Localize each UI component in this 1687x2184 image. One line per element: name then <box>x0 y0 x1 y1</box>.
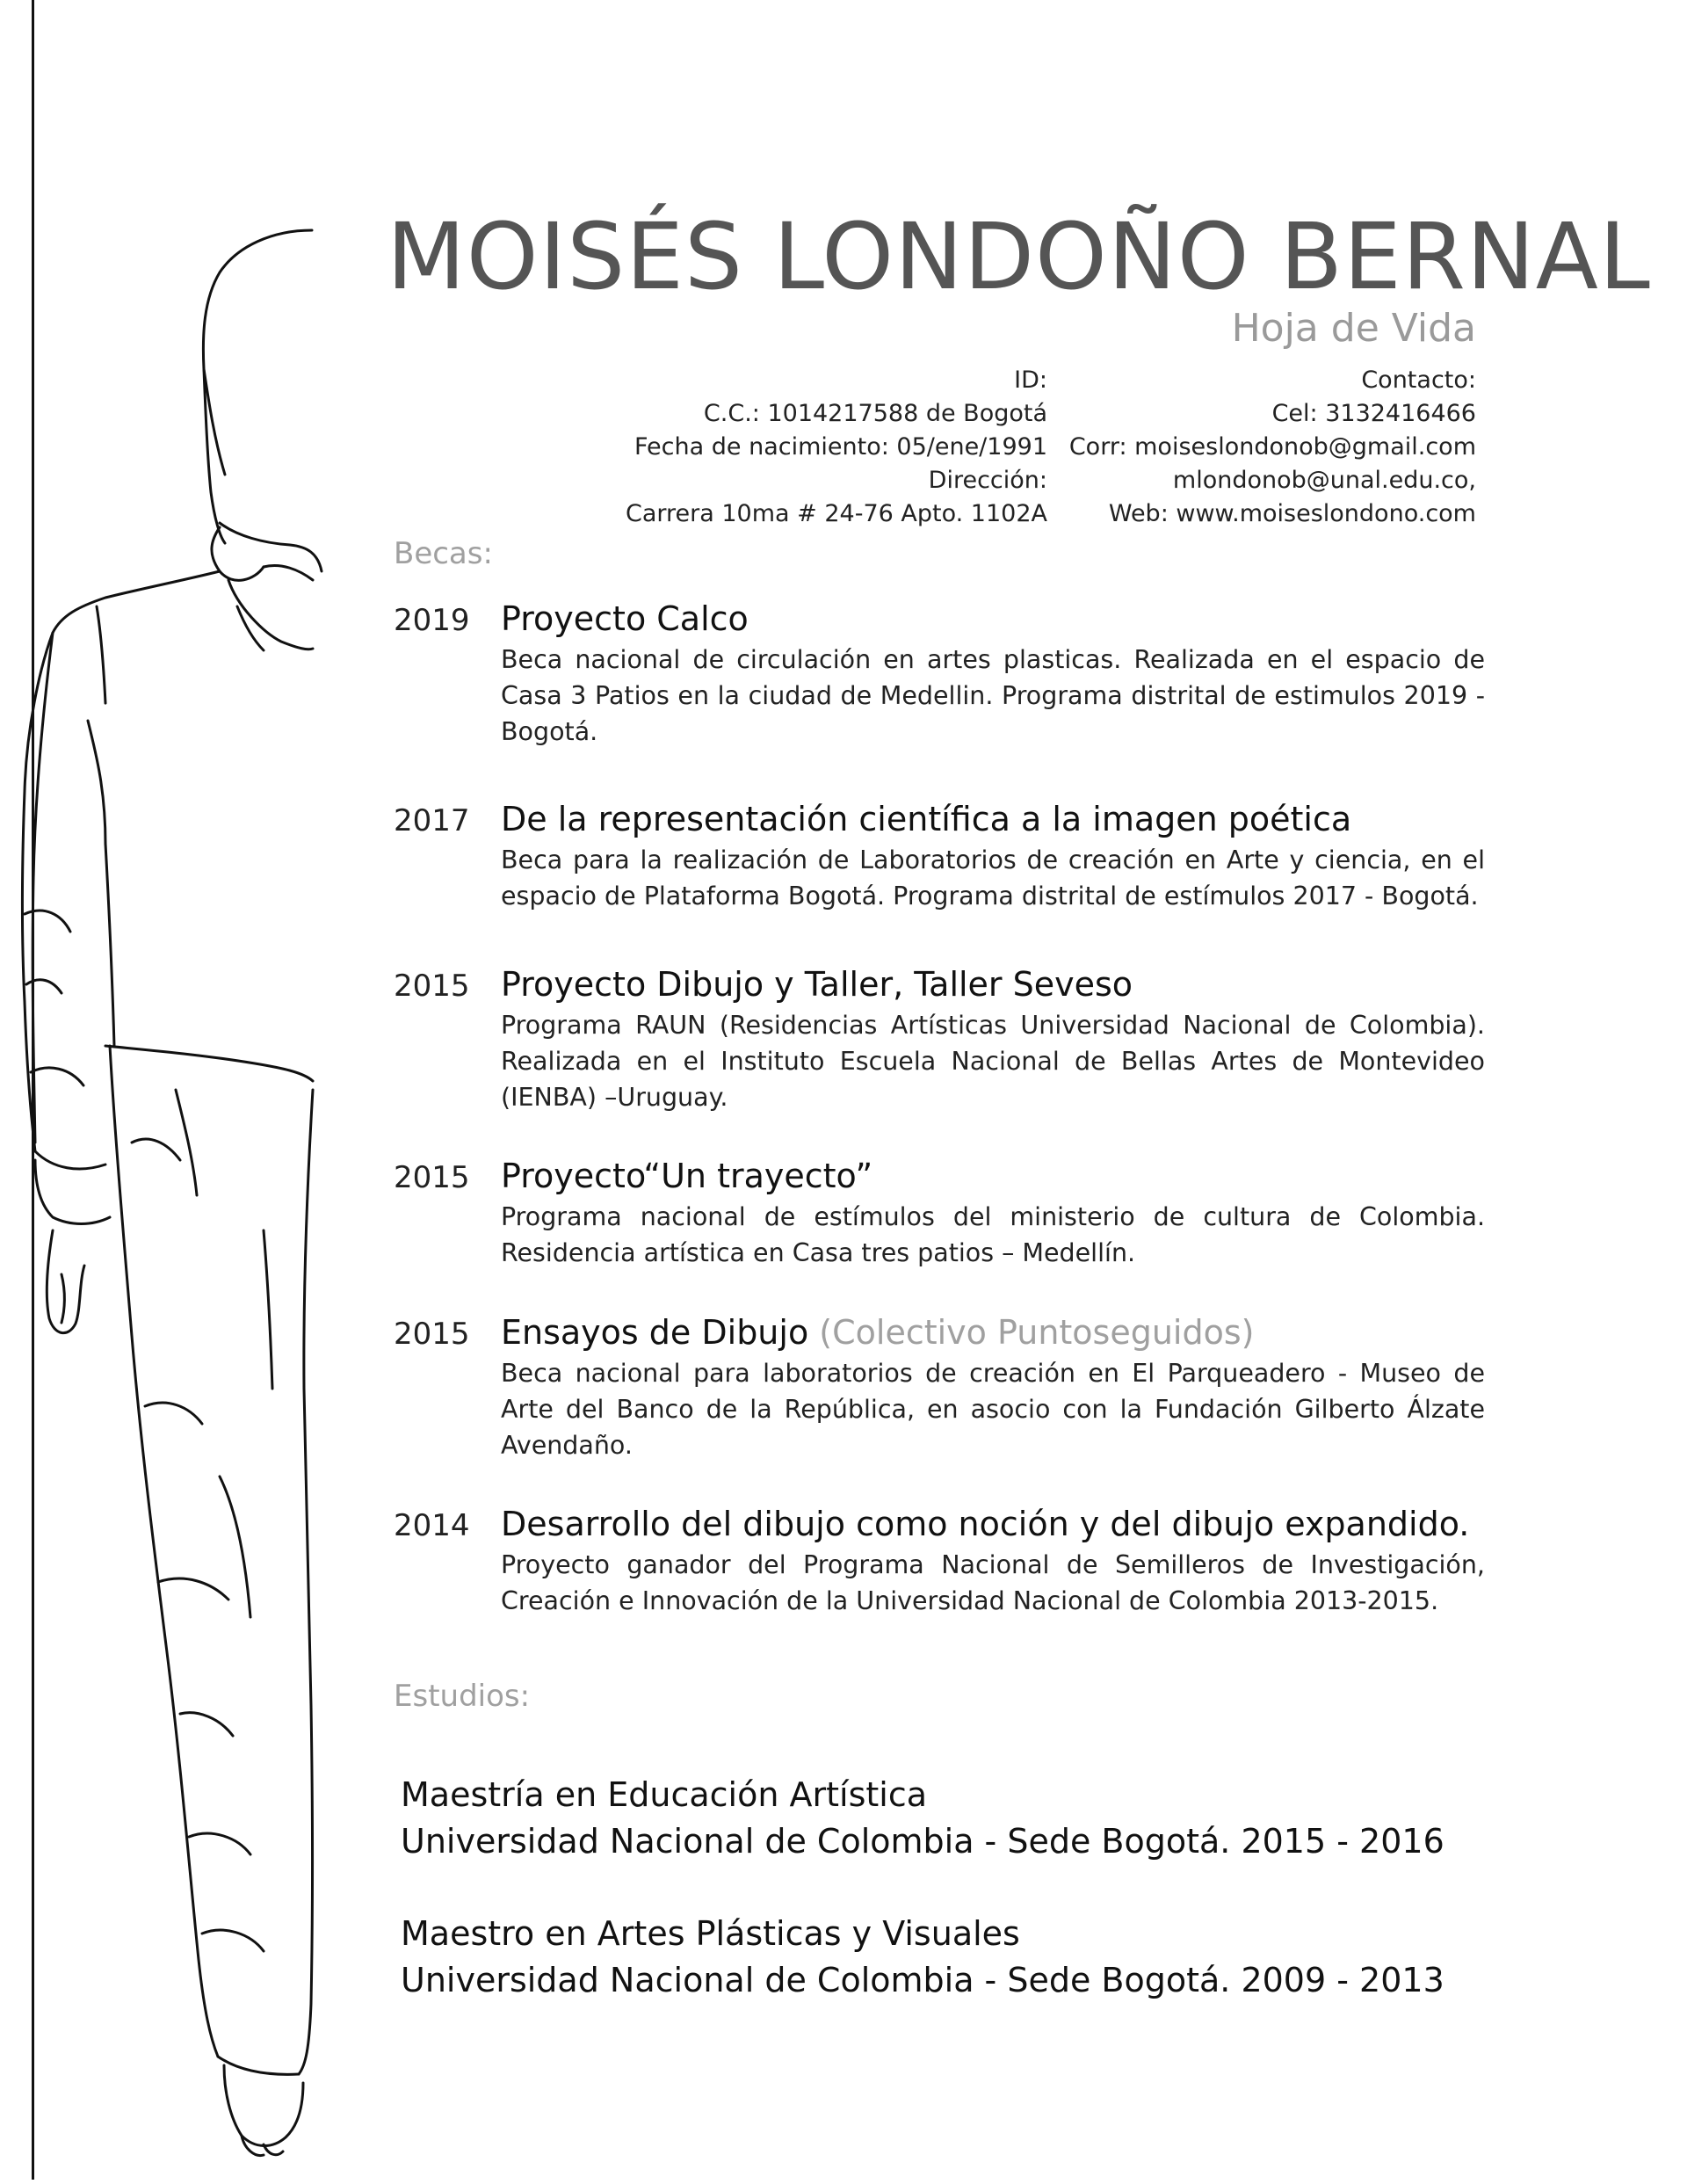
page-subtitle: Hoja de Vida <box>1231 306 1476 351</box>
beca-title: Proyecto“Un trayecto” <box>501 1157 873 1195</box>
study-institution: Universidad Nacional de Colombia - Sede Bogotá. 2009 - 2013 <box>401 1961 1444 1999</box>
beca-year: 2015 <box>394 1317 470 1352</box>
beca-year: 2014 <box>394 1508 470 1543</box>
contact-heading: Contacto: <box>1361 366 1476 394</box>
beca-year: 2015 <box>394 969 470 1004</box>
study-degree: Maestro en Artes Plásticas y Visuales <box>401 1914 1020 1953</box>
section-label-estudios: Estudios: <box>394 1679 531 1714</box>
id-heading: ID: <box>1014 366 1047 394</box>
section-label-becas: Becas: <box>394 536 493 571</box>
beca-description: Beca para la realización de Laboratorios de creación en Arte y ciencia, en el espacio de Plataforma Bogotá. Programa distrital de estímulos 2017 - Bogotá. <box>501 845 1485 911</box>
id-address-label: Dirección: <box>928 467 1047 494</box>
beca-description: Beca nacional para laboratorios de creación en El Parqueadero - Museo de Arte del Banco de la República, en asocio con la Fundación Gilberto Álzate Avendaño. <box>501 1359 1485 1460</box>
page-title: MOISÉS LONDOÑO BERNAL <box>387 203 1651 310</box>
study-degree: Maestría en Educación Artística <box>401 1775 928 1814</box>
id-block <box>520 364 1047 531</box>
beca-description: Programa RAUN (Residencias Artísticas Universidad Nacional de Colombia). Realizada en el Instituto Escuela Nacional de Bellas Artes de Montevideo (IENBA) –Uruguay. <box>501 1011 1485 1112</box>
beca-description: Programa nacional de estímulos del ministerio de cultura de Colombia. Residencia artística en Casa tres patios – Medellín. <box>501 1202 1485 1267</box>
beca-year: 2017 <box>394 803 470 838</box>
beca-title: Proyecto Dibujo y Taller, Taller Seveso <box>501 965 1133 1004</box>
study-item <box>401 1911 1543 2004</box>
id-address: Carrera 10ma # 24-76 Apto. 1102A <box>626 500 1047 527</box>
beca-title: Proyecto Calco <box>501 599 749 638</box>
id-birth-date: Fecha de nacimiento: 05/ene/1991 <box>634 433 1047 461</box>
contact-email-secondary: mlondonob@unal.edu.co, <box>1172 467 1476 494</box>
study-institution: Universidad Nacional de Colombia - Sede Bogotá. 2015 - 2016 <box>401 1822 1444 1861</box>
study-item <box>401 1772 1543 1865</box>
beca-year: 2015 <box>394 1160 470 1195</box>
beca-title: Ensayos de Dibujo (Colectivo Puntoseguidos) <box>501 1313 1255 1352</box>
contact-website: Web: www.moiseslondono.com <box>1108 500 1476 527</box>
contact-email-primary: Corr: moiseslondonob@gmail.com <box>1068 433 1476 461</box>
figure-sketch-illustration <box>0 0 334 2180</box>
beca-description: Beca nacional de circulación en artes plasticas. Realizada en el espacio de Casa 3 Patios en la ciudad de Medellin. Programa distrital de estimulos 2019 - Bogotá. <box>501 645 1485 746</box>
beca-year: 2019 <box>394 603 470 638</box>
contact-block <box>1019 364 1476 531</box>
beca-description: Proyecto ganador del Programa Nacional de Semilleros de Investigación, Creación e Innovación de la Universidad Nacional de Colombia 2013-2015. <box>501 1550 1485 1615</box>
id-cc: C.C.: 1014217588 de Bogotá <box>703 400 1047 427</box>
beca-title: De la representación científica a la imagen poética <box>501 800 1352 838</box>
beca-title: Desarrollo del dibujo como noción y del dibujo expandido. <box>501 1505 1470 1543</box>
beca-title-collective: (Colectivo Puntoseguidos) <box>819 1313 1255 1352</box>
contact-phone: Cel: 3132416466 <box>1271 400 1476 427</box>
